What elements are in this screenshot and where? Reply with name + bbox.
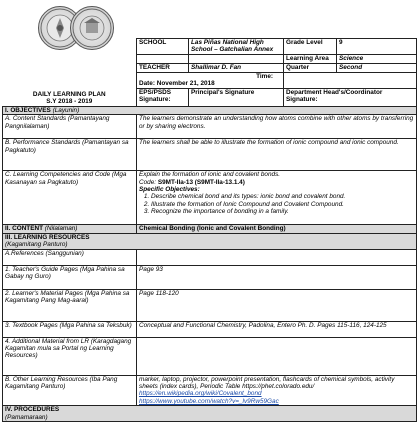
school-spacer-2 [189, 54, 284, 63]
quarter-label: Quarter [284, 63, 337, 72]
plan-title: DAILY LEARNING PLAN [32, 91, 106, 98]
school-value: Las Piñas National High School – Gatchalian Annex [189, 39, 284, 55]
performance-standards-value: The learners shall be able to illustrate the formation of ionic compound and ionic compound. [137, 139, 417, 171]
date-value: Date: November 21, 2018 [139, 80, 215, 88]
specific-objectives-list [139, 193, 414, 215]
school-label: SCHOOL [137, 39, 189, 55]
teacher-value: Shallimar D. Fan [189, 63, 284, 72]
specific-objective: 2. Illustrate the formation of Ionic Compound and Covalent Compound. [151, 201, 414, 208]
additional-material-value [137, 337, 417, 375]
textbook-pages-label: 3. Textbook Pages (Mga Pahina sa Teksbuk) [3, 321, 137, 337]
school-spacer [137, 54, 189, 63]
other-resources-label: B. Other Learning Resources (Iba Pang Kagamitang Panturo) [3, 375, 137, 406]
lesson-plan-table [2, 38, 417, 422]
content-heading: II. CONTENT (Nilalaman) [3, 225, 137, 233]
content-standards-label: A. Content Standards (Pamantayang Pangnilalaman) [3, 115, 137, 139]
procedures-heading: IV. PROCEDURES (Pamamaraan) [3, 406, 417, 422]
content-standards-value: The learners demonstrate an understanding how atoms combine with other atoms by transferring or by sharing electrons. [137, 115, 417, 139]
content-value: Chemical Bonding (Ionic and Covalent Bonding) [137, 225, 417, 233]
references-value [137, 249, 417, 265]
learners-material-value: Page 118-120 [137, 289, 417, 321]
competency-line: Explain the formation of ionic and covalent bonds. [139, 171, 281, 179]
time-spacer [284, 72, 417, 88]
other-resources-value [137, 375, 417, 406]
department-head-signature-label: Department Head's/Coordinator Signature: [284, 88, 417, 106]
date-cell [137, 72, 284, 88]
other-resources-text: marker, laptop, projector, powerpoint presentation, flashcards of chemical symbols, activity sheets (index cards), Periodic Table https://phet.colorado.edu/ [139, 375, 395, 391]
eps-signature-label: EPS/PSDS Signature: [137, 88, 189, 106]
area-label: Learning Area [284, 54, 337, 63]
specific-objective: 1. Describe chemical bond and its types: ionic bond and covalent bond. [151, 193, 414, 200]
principal-signature-label: Principal's Signature [189, 88, 284, 106]
teachers-guide-label: 1. Teacher's Guide Pages (Mga Pahina sa Gabay ng Guro) [3, 265, 137, 289]
references-label: A.References (Sanggunian) [3, 249, 137, 265]
quarter-value: Second [337, 63, 417, 72]
learning-competencies-value [137, 171, 417, 225]
competency-code: Code: S9MT-IIa-13 (S9MT-IIa-13.1.4) [139, 178, 245, 186]
learning-resources-heading: III. LEARNING RESOURCES (Kagamitang Panturo) [3, 233, 417, 249]
grade-value: 9 [337, 39, 417, 55]
time-label: Time: [256, 73, 274, 80]
plan-title-cell [3, 39, 137, 107]
wikipedia-link[interactable]: https://en.wikipedia.org/wiki/Covalent_bond [139, 390, 262, 398]
objectives-heading: I. OBJECTIVES (Layunin) [3, 106, 417, 114]
school-year: S.Y 2018 - 2019 [46, 98, 93, 106]
performance-standards-label: B. Performance Standards (Pamantayan sa Pagkatuto) [3, 139, 137, 171]
learners-material-label: 2. Learner's Material Pages (Mga Pahina sa Kagamitang Pang Mag-aaral) [3, 289, 137, 321]
area-value: Science [337, 54, 417, 63]
grade-label: Grade Level [284, 39, 337, 55]
learning-competencies-label: C. Learning Competencies and Code (Mga Kasanayan sa Pagkatuto) [3, 171, 137, 225]
specific-objectives-heading: Specific Objectives: [139, 186, 200, 194]
teacher-label: TEACHER [137, 63, 189, 72]
additional-material-label: 4. Additional Material from LR (Karagdagang Kagamitan mula sa Portal ng Learning Resources) [3, 337, 137, 375]
youtube-link[interactable]: https://www.youtube.com/watch?v=_lv9Rw59Gac [139, 397, 279, 405]
specific-objective: 3. Recognize the importance of bonding in a family. [151, 208, 414, 215]
teachers-guide-value: Page 93 [137, 265, 417, 289]
textbook-pages-value: Conceptual and Functional Chemistry, Padolina, Entero Ph. D. Pages 115-116, 124-125 [137, 321, 417, 337]
